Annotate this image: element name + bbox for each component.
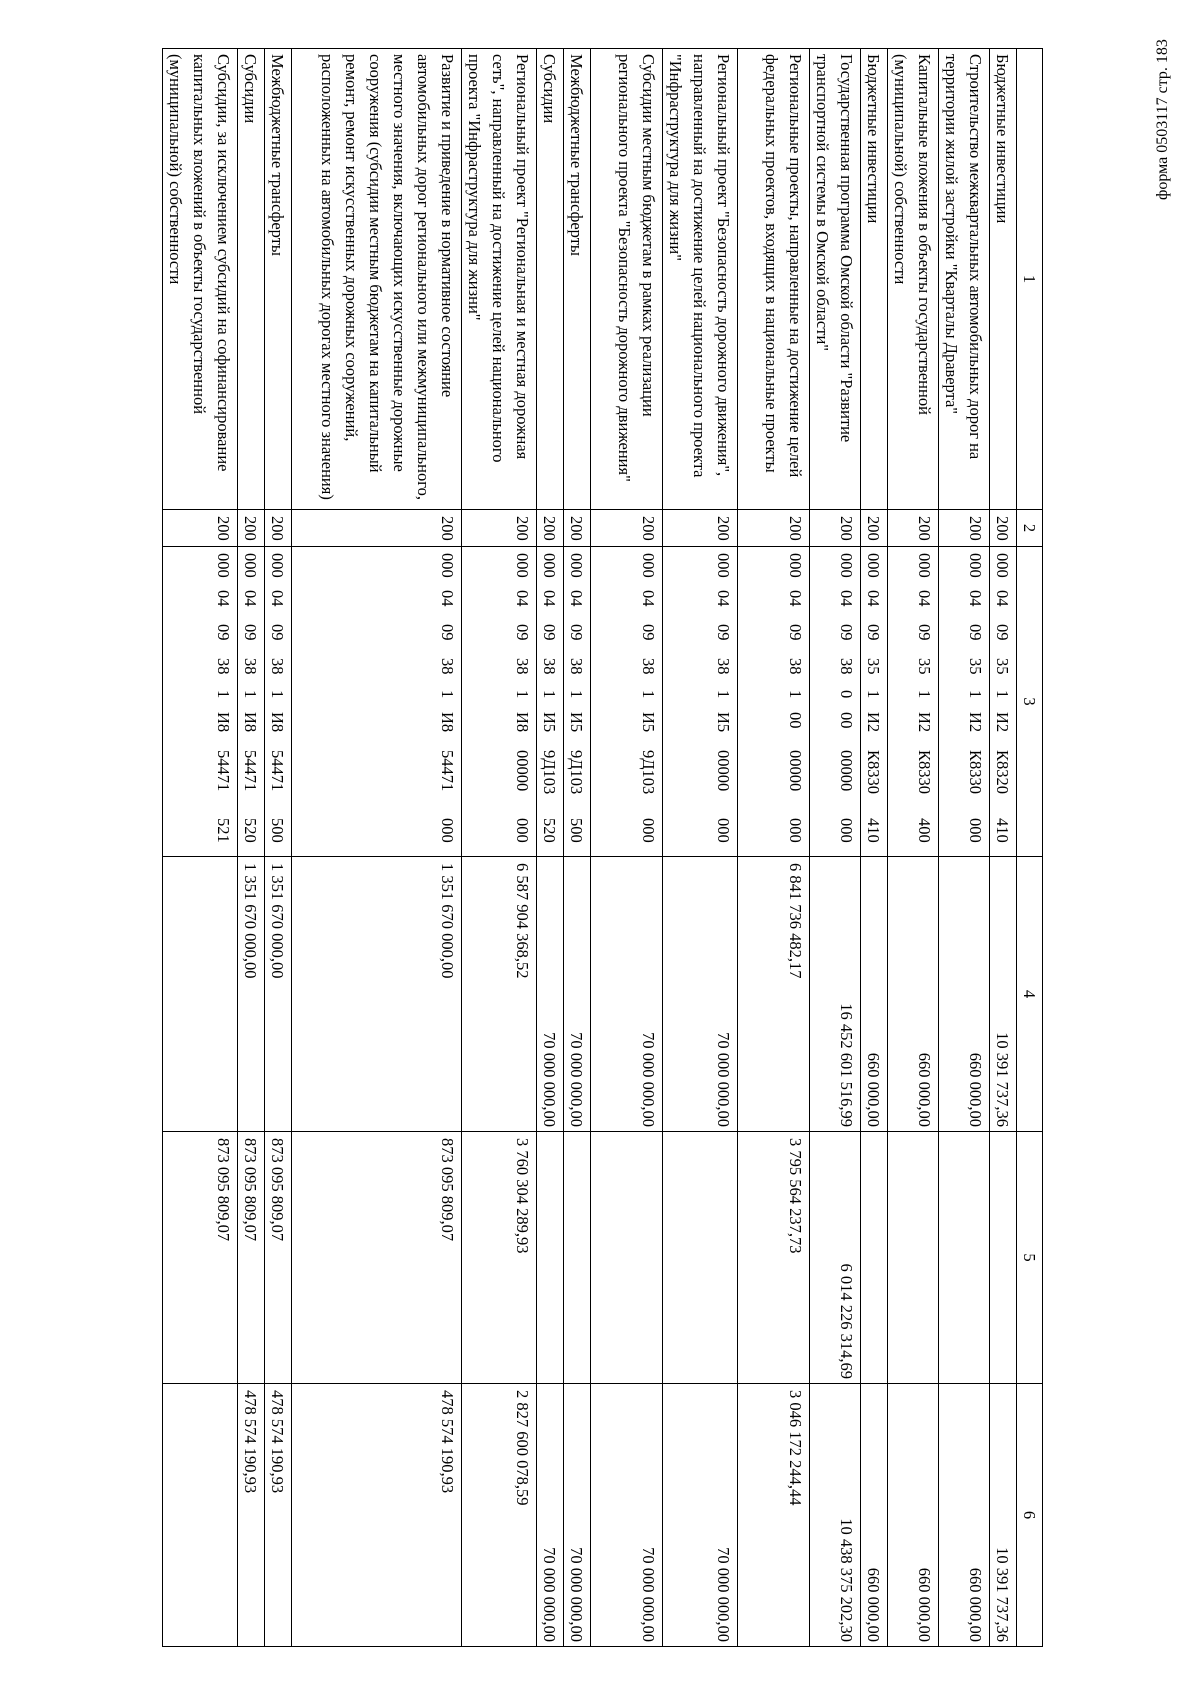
row-name: Субсидии, за исключением субсидий на софинансирование капитальных вложений в объекты государственной (муниципальной) собственности bbox=[163, 49, 238, 510]
row-classification-code bbox=[810, 547, 861, 857]
row-unexecuted-amount: 70 000 000,00 bbox=[537, 1384, 564, 1647]
code-segment: 35 bbox=[966, 658, 985, 675]
row-name: Субсидии bbox=[537, 49, 564, 510]
row-unexecuted-amount: 660 000,00 bbox=[888, 1384, 939, 1647]
code-segment: 04 bbox=[966, 590, 985, 607]
code-segment: 000 bbox=[915, 553, 934, 578]
table-row bbox=[265, 49, 292, 1647]
code-segment: И2 bbox=[993, 712, 1012, 733]
row-line-code: 200 bbox=[861, 510, 888, 547]
row-name: Государственная программа Омской области "Развитие транспортной системы в Омской области" bbox=[810, 49, 861, 510]
row-executed-amount bbox=[990, 1132, 1017, 1384]
table-row bbox=[591, 49, 663, 1647]
code-segment: 000 bbox=[513, 553, 532, 578]
table-body bbox=[163, 49, 1017, 1647]
row-approved-amount: 1 351 670 000,00 bbox=[292, 857, 462, 1132]
row-line-code: 200 bbox=[990, 510, 1017, 547]
code-segments bbox=[564, 553, 588, 850]
code-segments bbox=[537, 553, 561, 850]
row-executed-amount: 873 095 809,07 bbox=[238, 1132, 265, 1384]
code-segment: 09 bbox=[786, 624, 805, 641]
code-segment: 04 bbox=[786, 590, 805, 607]
code-segment: 38 bbox=[567, 658, 586, 675]
code-segments bbox=[510, 553, 534, 850]
code-segment: 000 bbox=[214, 553, 233, 578]
code-segment: 000 bbox=[438, 818, 457, 843]
row-name: Региональные проекты, направленные на достижение целей федеральных проектов, входящих в национальные проекты bbox=[738, 49, 810, 510]
code-segment: 09 bbox=[639, 624, 658, 641]
row-line-code: 200 bbox=[888, 510, 939, 547]
code-segment: И5 bbox=[540, 712, 559, 733]
code-segment: 1 bbox=[993, 690, 1012, 699]
code-segment: 09 bbox=[540, 624, 559, 641]
code-segment: 1 bbox=[540, 690, 559, 699]
code-segment: 000 bbox=[567, 553, 586, 578]
row-name: Бюджетные инвестиции bbox=[861, 49, 888, 510]
row-unexecuted-amount: 660 000,00 bbox=[861, 1384, 888, 1647]
row-executed-amount: 3 795 564 237,73 bbox=[738, 1132, 810, 1384]
table-row bbox=[663, 49, 738, 1647]
code-segment: 000 bbox=[966, 818, 985, 843]
row-line-code: 200 bbox=[462, 510, 537, 547]
code-segment: К8330 bbox=[915, 750, 934, 795]
code-segment: 04 bbox=[513, 590, 532, 607]
code-segment: 500 bbox=[268, 818, 287, 843]
row-classification-code bbox=[738, 547, 810, 857]
row-approved-amount bbox=[163, 857, 238, 1132]
row-classification-code bbox=[462, 547, 537, 857]
code-segment: 38 bbox=[214, 658, 233, 675]
table-row bbox=[238, 49, 265, 1647]
code-segment: 000 bbox=[786, 553, 805, 578]
row-executed-amount bbox=[564, 1132, 591, 1384]
row-line-code: 200 bbox=[564, 510, 591, 547]
row-name: Региональный проект "Безопасность дорожного движения", направленный на достижение целей национального проекта "Инфраструктура для жизни" bbox=[663, 49, 738, 510]
row-unexecuted-amount: 70 000 000,00 bbox=[663, 1384, 738, 1647]
code-segment: 1 bbox=[915, 690, 934, 699]
row-classification-code bbox=[564, 547, 591, 857]
code-segments bbox=[211, 553, 235, 850]
row-line-code: 200 bbox=[810, 510, 861, 547]
code-segment: 000 bbox=[540, 553, 559, 578]
row-approved-amount: 1 351 670 000,00 bbox=[238, 857, 265, 1132]
code-segment: 1 bbox=[864, 690, 883, 699]
code-segment: 04 bbox=[438, 590, 457, 607]
table-row bbox=[990, 49, 1017, 1647]
row-classification-code bbox=[163, 547, 238, 857]
code-segment: 38 bbox=[540, 658, 559, 675]
code-segment: 38 bbox=[513, 658, 532, 675]
row-unexecuted-amount: 478 574 190,93 bbox=[238, 1384, 265, 1647]
code-segment: 0 bbox=[837, 690, 856, 699]
code-segment: 000 bbox=[241, 553, 260, 578]
row-classification-code bbox=[265, 547, 292, 857]
col-header-line-code: 2 bbox=[1017, 510, 1043, 547]
row-approved-amount: 70 000 000,00 bbox=[663, 857, 738, 1132]
row-name: Субсидии местным бюджетам в рамках реализации регионального проекта "Безопасность дорожного движения" bbox=[591, 49, 663, 510]
code-segment: 000 bbox=[714, 553, 733, 578]
code-segment: 38 bbox=[837, 658, 856, 675]
row-unexecuted-amount: 3 046 172 244,44 bbox=[738, 1384, 810, 1647]
row-classification-code bbox=[939, 547, 990, 857]
budget-execution-table bbox=[162, 48, 1043, 1647]
code-segment: 1 bbox=[214, 690, 233, 699]
row-approved-amount: 16 452 601 516,99 bbox=[810, 857, 861, 1132]
code-segment: К8320 bbox=[993, 750, 1012, 795]
row-executed-amount: 6 014 226 314,69 bbox=[810, 1132, 861, 1384]
row-classification-code bbox=[591, 547, 663, 857]
code-segment: И8 bbox=[241, 712, 260, 733]
row-classification-code bbox=[292, 547, 462, 857]
code-segment: 09 bbox=[214, 624, 233, 641]
row-unexecuted-amount: 2 827 600 078,59 bbox=[462, 1384, 537, 1647]
code-segments bbox=[265, 553, 289, 850]
row-name: Капитальные вложения в объекты государственной (муниципальной) собственности bbox=[888, 49, 939, 510]
code-segment: И5 bbox=[639, 712, 658, 733]
row-line-code: 200 bbox=[265, 510, 292, 547]
code-segment: 54471 bbox=[214, 750, 233, 792]
row-unexecuted-amount bbox=[163, 1384, 238, 1647]
code-segment: 000 bbox=[268, 553, 287, 578]
code-segment: 9Д103 bbox=[540, 750, 559, 795]
code-segment: И2 bbox=[864, 712, 883, 733]
row-approved-amount: 660 000,00 bbox=[861, 857, 888, 1132]
code-segment: И8 bbox=[438, 712, 457, 733]
code-segment: 520 bbox=[540, 818, 559, 843]
code-segment: 000 bbox=[864, 553, 883, 578]
row-executed-amount bbox=[888, 1132, 939, 1384]
row-executed-amount bbox=[537, 1132, 564, 1384]
code-segment: 1 bbox=[513, 690, 532, 699]
code-segment: 09 bbox=[993, 624, 1012, 641]
report-table-container bbox=[109, 48, 1043, 1646]
code-segment: 9Д103 bbox=[567, 750, 586, 795]
row-line-code: 200 bbox=[663, 510, 738, 547]
col-header-unexecuted: 6 bbox=[1017, 1384, 1043, 1647]
code-segment: 000 bbox=[513, 818, 532, 843]
row-executed-amount: 873 095 809,07 bbox=[163, 1132, 238, 1384]
code-segment: 000 bbox=[714, 818, 733, 843]
row-unexecuted-amount: 70 000 000,00 bbox=[564, 1384, 591, 1647]
code-segment: 38 bbox=[268, 658, 287, 675]
code-segment: 520 bbox=[241, 818, 260, 843]
code-segment: 1 bbox=[567, 690, 586, 699]
code-segment: 000 bbox=[438, 553, 457, 578]
code-segment: 1 bbox=[438, 690, 457, 699]
table-row bbox=[537, 49, 564, 1647]
code-segment: К8330 bbox=[864, 750, 883, 795]
code-segment: 09 bbox=[966, 624, 985, 641]
row-approved-amount: 70 000 000,00 bbox=[591, 857, 663, 1132]
code-segment: 04 bbox=[567, 590, 586, 607]
row-unexecuted-amount: 660 000,00 bbox=[939, 1384, 990, 1647]
row-unexecuted-amount: 478 574 190,93 bbox=[265, 1384, 292, 1647]
col-header-approved: 4 bbox=[1017, 857, 1043, 1132]
table-row bbox=[939, 49, 990, 1647]
code-segment: 09 bbox=[513, 624, 532, 641]
code-segments bbox=[861, 553, 885, 850]
row-name: Региональный проект "Региональная и местная дорожная сеть", направленный на достижение целей национального проекта "Инфраструктура для жизни" bbox=[462, 49, 537, 510]
code-segment: 000 bbox=[639, 818, 658, 843]
code-segments bbox=[783, 553, 807, 850]
code-segments bbox=[238, 553, 262, 850]
table-row bbox=[462, 49, 537, 1647]
form-id-label: форма 0503117 стр. 183 bbox=[1154, 39, 1171, 200]
code-segment: 000 bbox=[837, 818, 856, 843]
code-segment: 09 bbox=[567, 624, 586, 641]
row-executed-amount bbox=[939, 1132, 990, 1384]
code-segment: 521 bbox=[214, 818, 233, 843]
row-classification-code bbox=[861, 547, 888, 857]
code-segment: 04 bbox=[915, 590, 934, 607]
code-segment: 04 bbox=[639, 590, 658, 607]
code-segment: 1 bbox=[639, 690, 658, 699]
table-row bbox=[861, 49, 888, 1647]
row-executed-amount: 873 095 809,07 bbox=[292, 1132, 462, 1384]
code-segments bbox=[990, 553, 1014, 850]
code-segment: 04 bbox=[241, 590, 260, 607]
code-segment: 1 bbox=[786, 690, 805, 699]
code-segment: 00000 bbox=[714, 750, 733, 792]
code-segment: 54471 bbox=[241, 750, 260, 792]
row-unexecuted-amount: 10 438 375 202,30 bbox=[810, 1384, 861, 1647]
row-classification-code bbox=[238, 547, 265, 857]
code-segment: 00000 bbox=[513, 750, 532, 792]
table-row bbox=[292, 49, 462, 1647]
code-segment: 04 bbox=[214, 590, 233, 607]
code-segment: 38 bbox=[786, 658, 805, 675]
code-segment: 500 bbox=[567, 818, 586, 843]
table-row bbox=[163, 49, 238, 1647]
code-segment: 09 bbox=[915, 624, 934, 641]
row-executed-amount bbox=[861, 1132, 888, 1384]
row-approved-amount: 70 000 000,00 bbox=[564, 857, 591, 1132]
code-segment: К8330 bbox=[966, 750, 985, 795]
row-approved-amount: 10 391 737,36 bbox=[990, 857, 1017, 1132]
code-segments bbox=[435, 553, 459, 850]
code-segments bbox=[912, 553, 936, 850]
code-segment: И5 bbox=[714, 712, 733, 733]
code-segment: И8 bbox=[214, 712, 233, 733]
code-segment: 04 bbox=[864, 590, 883, 607]
code-segment: И8 bbox=[513, 712, 532, 733]
code-segment: 410 bbox=[993, 818, 1012, 843]
row-line-code: 200 bbox=[163, 510, 238, 547]
row-line-code: 200 bbox=[591, 510, 663, 547]
row-line-code: 200 bbox=[738, 510, 810, 547]
row-name: Субсидии bbox=[238, 49, 265, 510]
code-segment: 000 bbox=[966, 553, 985, 578]
code-segment: И8 bbox=[268, 712, 287, 733]
row-unexecuted-amount: 10 391 737,36 bbox=[990, 1384, 1017, 1647]
code-segment: 35 bbox=[993, 658, 1012, 675]
code-segment: 09 bbox=[714, 624, 733, 641]
code-segment: 38 bbox=[241, 658, 260, 675]
code-segment: 38 bbox=[639, 658, 658, 675]
code-segments bbox=[834, 553, 858, 850]
code-segments bbox=[711, 553, 735, 850]
row-classification-code bbox=[888, 547, 939, 857]
code-segment: 1 bbox=[714, 690, 733, 699]
code-segment: 400 bbox=[915, 818, 934, 843]
row-name: Межбюджетные трансферты bbox=[265, 49, 292, 510]
code-segment: 54471 bbox=[438, 750, 457, 792]
col-header-executed: 5 bbox=[1017, 1132, 1043, 1384]
row-line-code: 200 bbox=[537, 510, 564, 547]
row-unexecuted-amount: 70 000 000,00 bbox=[591, 1384, 663, 1647]
code-segment: 04 bbox=[837, 590, 856, 607]
row-approved-amount: 6 841 736 482,17 bbox=[738, 857, 810, 1132]
code-segment: 04 bbox=[993, 590, 1012, 607]
code-segments bbox=[636, 553, 660, 850]
row-name: Развитие и приведение в нормативное состояние автомобильных дорог регионального или межмуниципального, местного значения, включающих искусственные дорожные сооружения (субсидии местным бюджетам на капитальный ремонт, ремонт искусственных дорожных сооружений, расположенных на автомобильных дорогах местного значения) bbox=[292, 49, 462, 510]
table-row bbox=[810, 49, 861, 1647]
col-header-classification-code: 3 bbox=[1017, 547, 1043, 857]
code-segment: 1 bbox=[966, 690, 985, 699]
code-segment: 000 bbox=[639, 553, 658, 578]
code-segment: 09 bbox=[241, 624, 260, 641]
code-segment: И2 bbox=[915, 712, 934, 733]
code-segment: 04 bbox=[540, 590, 559, 607]
code-segment: 000 bbox=[837, 553, 856, 578]
code-segment: И2 bbox=[966, 712, 985, 733]
code-segment: 38 bbox=[438, 658, 457, 675]
row-classification-code bbox=[537, 547, 564, 857]
row-approved-amount: 6 587 904 368,52 bbox=[462, 857, 537, 1132]
code-segment: 35 bbox=[915, 658, 934, 675]
code-segment: 00 bbox=[786, 712, 805, 729]
row-executed-amount bbox=[591, 1132, 663, 1384]
code-segment: 00000 bbox=[837, 750, 856, 792]
code-segment: 09 bbox=[837, 624, 856, 641]
code-segment: 09 bbox=[864, 624, 883, 641]
row-name: Бюджетные инвестиции bbox=[990, 49, 1017, 510]
code-segment: И5 bbox=[567, 712, 586, 733]
row-name: Строительство межквартальных автомобильных дорог на территории жилой застройки "Кварталы Драверта" bbox=[939, 49, 990, 510]
code-segments bbox=[963, 553, 987, 850]
row-approved-amount: 70 000 000,00 bbox=[537, 857, 564, 1132]
row-executed-amount: 3 760 304 289,93 bbox=[462, 1132, 537, 1384]
row-classification-code bbox=[990, 547, 1017, 857]
row-line-code: 200 bbox=[292, 510, 462, 547]
table-row bbox=[888, 49, 939, 1647]
col-header-name: 1 bbox=[1017, 49, 1043, 510]
row-approved-amount: 660 000,00 bbox=[888, 857, 939, 1132]
row-line-code: 200 bbox=[238, 510, 265, 547]
code-segment: 000 bbox=[786, 818, 805, 843]
code-segment: 04 bbox=[268, 590, 287, 607]
row-approved-amount: 1 351 670 000,00 bbox=[265, 857, 292, 1132]
code-segment: 00 bbox=[837, 712, 856, 729]
row-line-code: 200 bbox=[939, 510, 990, 547]
table-row bbox=[564, 49, 591, 1647]
header-row bbox=[1017, 49, 1043, 1647]
row-executed-amount bbox=[663, 1132, 738, 1384]
code-segment: 1 bbox=[241, 690, 260, 699]
row-approved-amount: 660 000,00 bbox=[939, 857, 990, 1132]
row-classification-code bbox=[663, 547, 738, 857]
code-segment: 410 bbox=[864, 818, 883, 843]
code-segment: 35 bbox=[864, 658, 883, 675]
code-segment: 54471 bbox=[268, 750, 287, 792]
code-segment: 04 bbox=[714, 590, 733, 607]
code-segment: 09 bbox=[438, 624, 457, 641]
row-name: Межбюджетные трансферты bbox=[564, 49, 591, 510]
code-segment: 38 bbox=[714, 658, 733, 675]
code-segment: 00000 bbox=[786, 750, 805, 792]
row-executed-amount: 873 095 809,07 bbox=[265, 1132, 292, 1384]
code-segment: 1 bbox=[268, 690, 287, 699]
row-unexecuted-amount: 478 574 190,93 bbox=[292, 1384, 462, 1647]
code-segment: 000 bbox=[993, 553, 1012, 578]
table-row bbox=[738, 49, 810, 1647]
code-segment: 09 bbox=[268, 624, 287, 641]
code-segment: 9Д103 bbox=[639, 750, 658, 795]
